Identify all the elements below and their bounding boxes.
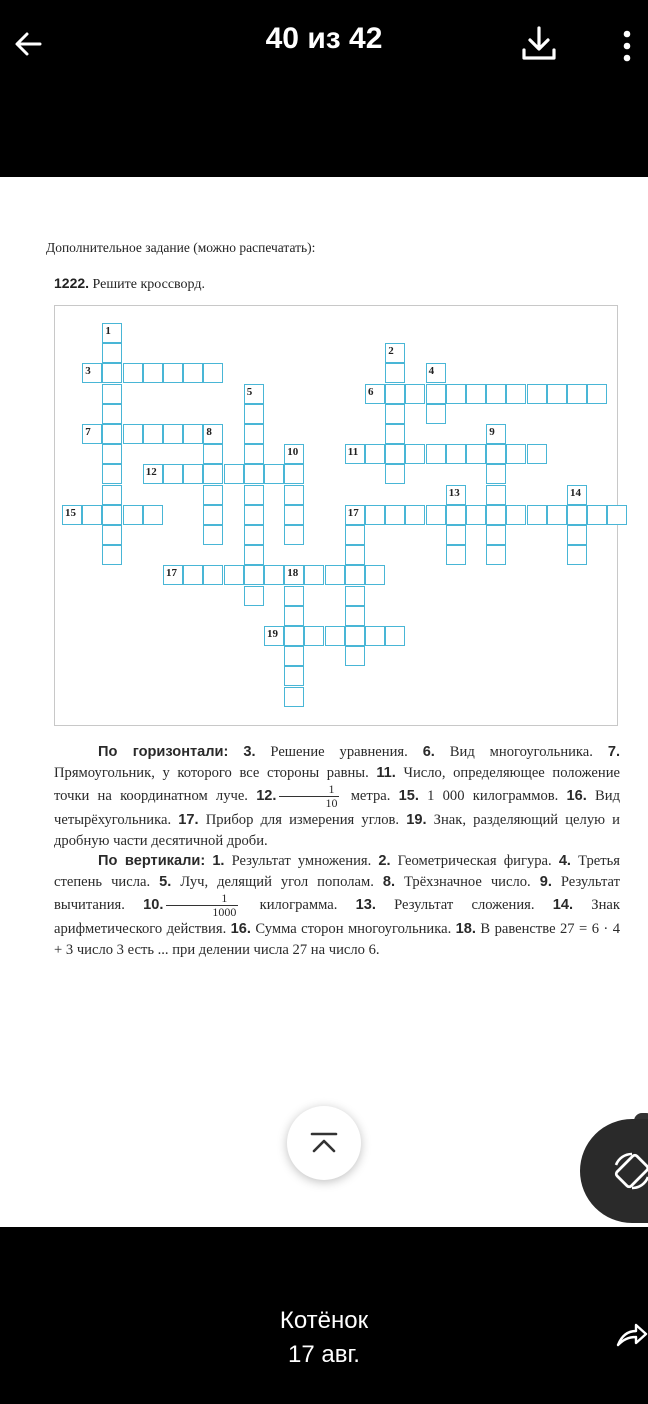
- crossword-cell: [123, 363, 143, 383]
- crossword-cell: [325, 626, 345, 646]
- crossword-number: 17: [347, 506, 359, 519]
- clue-text: Вид многоугольника.: [434, 744, 608, 760]
- crossword-cell: [102, 485, 122, 505]
- crossword-cell: [486, 485, 506, 505]
- crossword-cell: [486, 525, 506, 545]
- crossword-cell: [284, 606, 304, 626]
- crossword-number: 18: [287, 567, 299, 580]
- crossword-cell: [284, 666, 304, 686]
- crossword-cell: [385, 505, 405, 525]
- scroll-to-top-button[interactable]: [287, 1106, 361, 1180]
- clue-text: Геометрическая фигура.: [390, 853, 559, 869]
- download-icon: [519, 24, 559, 64]
- crossword-cell: [244, 525, 264, 545]
- crossword-cell: [466, 444, 486, 464]
- crossword-cell: [345, 606, 365, 626]
- crossword-cell: [486, 384, 506, 404]
- crossword-cell: [102, 343, 122, 363]
- crossword-cell: [587, 505, 607, 525]
- crossword-cell: [102, 384, 122, 404]
- crossword-cell: [163, 464, 183, 484]
- crossword-cell: [466, 505, 486, 525]
- crossword-cell: [264, 565, 284, 585]
- rotate-screen-button[interactable]: [580, 1119, 648, 1223]
- share-icon: [614, 1317, 648, 1351]
- task-heading: [54, 275, 205, 293]
- crossword-cell: [163, 363, 183, 383]
- horizontal-header: По горизонтали:: [98, 744, 229, 760]
- crossword-cell: [365, 565, 385, 585]
- crossword-cell: [224, 464, 244, 484]
- crossword-cell: [446, 525, 466, 545]
- clue-text: метра.: [342, 787, 399, 804]
- clue-number: 9.: [539, 873, 552, 890]
- document-page: [0, 177, 648, 1227]
- task-text: Решите кроссворд.: [92, 277, 205, 292]
- clue-text: Результат сложения.: [375, 896, 553, 913]
- crossword-cell: [284, 586, 304, 606]
- fraction: [166, 892, 238, 919]
- clue-text: Число, определяющее положение точки на координатном луче.: [54, 764, 620, 804]
- crossword-cell: [506, 505, 526, 525]
- clue-number: 12.: [256, 787, 277, 804]
- crossword-cell: [567, 505, 587, 525]
- crossword-number: 15: [65, 506, 76, 519]
- clue-number: 14.: [552, 896, 574, 913]
- more-vert-icon: [622, 28, 632, 64]
- crossword-cell: [102, 424, 122, 444]
- top-app-bar: [0, 0, 648, 177]
- crossword-number: 10: [287, 446, 299, 459]
- clue-text: Знак, разделяющий целую и дробную части десятичной дроби.: [54, 812, 620, 849]
- crossword-cell: [567, 384, 587, 404]
- crossword-cell: [244, 505, 264, 525]
- crossword-cell: [203, 525, 223, 545]
- crossword-number: 2: [388, 345, 394, 358]
- crossword-cell: [143, 363, 163, 383]
- crossword-cell: [345, 626, 365, 646]
- crossword-number: 11: [347, 446, 359, 459]
- page-counter: 40 из 42: [265, 22, 383, 55]
- crossword-cell: [244, 586, 264, 606]
- crossword-cell: [183, 363, 203, 383]
- crossword-cell: [446, 545, 466, 565]
- crossword-cell: [264, 464, 284, 484]
- crossword-cell: [203, 464, 223, 484]
- crossword-number: 6: [368, 385, 374, 398]
- clue-number: 18.: [455, 921, 476, 937]
- crossword-cell: [102, 525, 122, 545]
- crossword-cell: [304, 626, 324, 646]
- crossword-cell: [203, 485, 223, 505]
- crossword-number: 12: [145, 466, 157, 479]
- crossword-cell: [365, 444, 385, 464]
- clue-number: 1.: [212, 853, 225, 869]
- crossword-cell: [123, 505, 143, 525]
- crossword-cell: [506, 384, 526, 404]
- clue-number: 11.: [376, 764, 396, 781]
- crossword-cell: [527, 384, 547, 404]
- crossword-cell: [446, 444, 466, 464]
- crossword-number: 19: [267, 628, 278, 640]
- clue-text: Луч, делящий угол пополам.: [171, 873, 383, 890]
- clue-text: Прибор для измерения углов.: [198, 812, 407, 828]
- clue-number: 10.: [143, 896, 164, 913]
- crossword-cell: [284, 464, 304, 484]
- crossword-cell: [466, 384, 486, 404]
- clue-number: 4.: [558, 853, 571, 869]
- clue-number: 5.: [159, 873, 172, 890]
- crossword-cell: [203, 505, 223, 525]
- clue-text: Трёхзначное число.: [395, 873, 540, 890]
- crossword-cell: [183, 464, 203, 484]
- crossword-cell: [385, 464, 405, 484]
- crossword-cell: [143, 505, 163, 525]
- crossword-cell: [304, 565, 324, 585]
- share-button[interactable]: [614, 1312, 648, 1356]
- clue-number: 15.: [398, 787, 419, 804]
- clue-number: 3.: [243, 744, 256, 760]
- crossword-cell: [365, 626, 385, 646]
- crossword-cell: [567, 525, 587, 545]
- crossword-cell: [405, 444, 425, 464]
- author-name: Котёнок: [279, 1307, 369, 1334]
- download-button[interactable]: [517, 22, 561, 66]
- crossword-cell: [547, 384, 567, 404]
- crossword-cell: [446, 505, 466, 525]
- crossword-cell: [345, 545, 365, 565]
- clue-number: 16.: [230, 921, 251, 937]
- crossword-cell: [244, 565, 264, 585]
- crossword-cell: [426, 444, 446, 464]
- crossword-cell: [284, 646, 304, 666]
- bottom-bar: [0, 1227, 648, 1404]
- clue-number: 6.: [422, 744, 435, 760]
- crossword-cell: [325, 565, 345, 585]
- crossword-cell: [183, 424, 203, 444]
- clue-text: Третья степень числа.: [54, 853, 620, 890]
- crossword-cell: [486, 464, 506, 484]
- crossword-cell: [426, 384, 446, 404]
- chevron-up-bar-icon: [309, 1131, 339, 1155]
- crossword-number: 7: [85, 426, 91, 438]
- crossword-cell: [385, 404, 405, 424]
- document-note: Дополнительное задание (можно распечатать):: [46, 240, 316, 255]
- crossword-cell: [244, 464, 264, 484]
- fraction-numerator: 1: [166, 892, 238, 906]
- crossword-cell: [224, 565, 244, 585]
- crossword-cell: [385, 424, 405, 444]
- crossword-cell: [143, 424, 163, 444]
- fraction-numerator: 1: [279, 783, 339, 797]
- crossword-cell: [284, 525, 304, 545]
- crossword-cell: [284, 505, 304, 525]
- fraction-denominator: 10: [325, 796, 338, 810]
- clue-text: В равенстве 27 = 6 · 4 + 3 число 3 есть ... при делении числа 27 на число 6.: [54, 921, 621, 958]
- crossword-cell: [527, 505, 547, 525]
- crossword-cell: [486, 545, 506, 565]
- screen-rotate-icon: [610, 1149, 648, 1193]
- crossword-cell: [426, 404, 446, 424]
- crossword-number: 4: [428, 365, 435, 378]
- crossword-number: 9: [489, 426, 495, 438]
- crossword-cell: [203, 363, 223, 383]
- crossword-cell: [284, 687, 304, 707]
- fraction-denominator: 1000: [212, 905, 237, 919]
- crossword-cell: [587, 384, 607, 404]
- crossword-cell: [486, 505, 506, 525]
- clue-number: 7.: [607, 744, 621, 760]
- clue-text: Прямоугольник, у которого все стороны равны.: [54, 764, 377, 781]
- crossword-cell: [506, 444, 526, 464]
- crossword-cell: [102, 444, 122, 464]
- crossword-number: 13: [448, 486, 460, 499]
- crossword-cell: [102, 404, 122, 424]
- crossword-cell: [203, 565, 223, 585]
- crossword-cell: [203, 444, 223, 464]
- clue-number: 19.: [406, 812, 427, 828]
- crossword-cell: [345, 565, 365, 585]
- clue-text: Знак арифметического действия.: [54, 896, 620, 937]
- vertical-header: По вертикали:: [98, 853, 206, 869]
- crossword-cell: [244, 485, 264, 505]
- clue-text: Результат умножения.: [224, 853, 379, 869]
- crossword-cell: [345, 525, 365, 545]
- fraction: [279, 783, 339, 810]
- crossword-number: 17: [166, 567, 177, 580]
- clues-block: [54, 742, 620, 960]
- crossword-cell: [82, 505, 102, 525]
- crossword-cell: [102, 545, 122, 565]
- clue-number: 17.: [178, 812, 199, 828]
- crossword-cell: [102, 464, 122, 484]
- clue-number: 13.: [355, 896, 376, 913]
- crossword-cell: [284, 485, 304, 505]
- crossword-cell: [527, 444, 547, 464]
- crossword-cell: [426, 505, 446, 525]
- clue-number: 2.: [378, 853, 391, 869]
- crossword-cell: [365, 505, 385, 525]
- crossword-cell: [123, 424, 143, 444]
- clue-text: Вид четырёхугольника.: [54, 787, 620, 828]
- clue-text: Решение уравнения.: [255, 744, 423, 760]
- clue-text: 1 000 килограммов.: [418, 787, 567, 804]
- clue-text: Сумма сторон многоугольника.: [250, 921, 456, 937]
- crossword-number: 8: [206, 426, 212, 438]
- crossword-cell: [244, 444, 264, 464]
- crossword-number: 3: [85, 365, 91, 378]
- crossword-cell: [244, 404, 264, 424]
- crossword-cell: [446, 384, 466, 404]
- crossword-cell: [385, 626, 405, 646]
- crossword-cell: [547, 505, 567, 525]
- post-caption: [0, 1304, 648, 1372]
- crossword-cell: [405, 384, 425, 404]
- crossword-cell: [567, 545, 587, 565]
- crossword-cell: [244, 545, 264, 565]
- crossword-number: 5: [246, 385, 253, 398]
- crossword-cell: [102, 505, 122, 525]
- crossword-number: 1: [105, 325, 111, 337]
- crossword-cell: [163, 424, 183, 444]
- crossword-cell: [607, 505, 627, 525]
- crossword-cell: [244, 424, 264, 444]
- post-date: 17 авг.: [288, 1341, 360, 1368]
- crossword-cell: [385, 384, 405, 404]
- crossword-cell: [385, 363, 405, 383]
- crossword-cell: [405, 505, 425, 525]
- task-number: 1222.: [54, 275, 90, 291]
- crossword-cell: [284, 626, 304, 646]
- clue-text: килограмма.: [241, 896, 356, 913]
- crossword-cell: [102, 363, 122, 383]
- more-menu-button[interactable]: [612, 24, 642, 68]
- crossword-cell: [183, 565, 203, 585]
- clue-text: Результат вычитания.: [54, 873, 620, 913]
- crossword-number: 14: [570, 486, 581, 499]
- clue-number: 16.: [566, 787, 587, 804]
- clue-number: 8.: [382, 873, 396, 890]
- crossword-cell: [345, 586, 365, 606]
- crossword-cell: [486, 444, 506, 464]
- crossword-cell: [345, 646, 365, 666]
- crossword-cell: [385, 444, 405, 464]
